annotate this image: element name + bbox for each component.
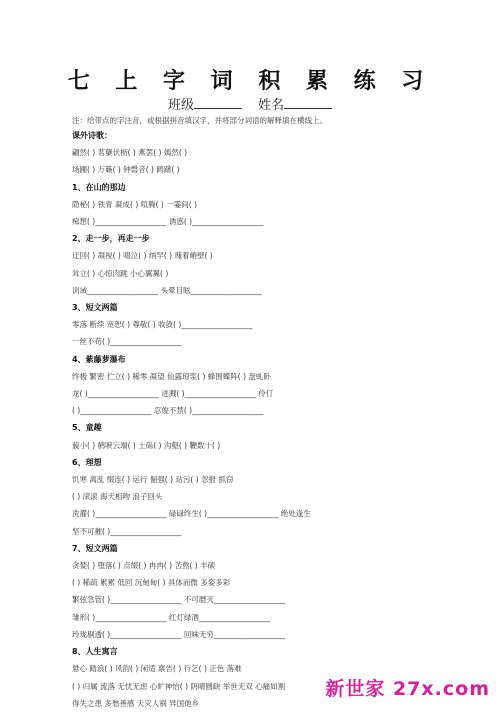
section-heading: 3、短文两篇 bbox=[72, 303, 118, 313]
exercise-line: 隐秘( ) 铁青 凝成( ) 喧腾( ) 一霎间( ) bbox=[72, 199, 197, 209]
exercise-line: 藐小( ) 鹤唳云端( ) 土砾( ) 沟壑( ) 鞭数十( ) bbox=[72, 440, 221, 450]
section-heading: 课外诗歌： bbox=[72, 131, 112, 140]
exercise-line: 雏形( )___________________ 红灯绿酒___________________ bbox=[72, 612, 271, 622]
section-heading: 1、在山的那边 bbox=[72, 182, 126, 192]
exercise-line: 得失之患 多愁善感 天灾人祸 异国他乡 bbox=[72, 698, 200, 708]
exercise-line: ( ) 滚滚 海天相吻 浪子回头 bbox=[72, 492, 163, 502]
exercise-line: 繁弦急管( )___________________ 不可磨灭___________________ bbox=[72, 595, 286, 605]
exercise-line: ( )___________________ 忍俊不禁( )___________________ bbox=[72, 406, 264, 416]
section-heading: 2、走一步，再走一步 bbox=[72, 234, 150, 244]
exercise-line: ( ) 稀疏 累累 低回 沉甸甸( ) 具体而微 多姿多彩 bbox=[72, 578, 231, 588]
exercise-line: 贪婪( ) 堕落( ) 点缀( ) 冉冉( ) 苦熬( ) 丰硕 bbox=[72, 561, 216, 571]
exercise-line: 训诫___________________ 头晕目眩___________________ bbox=[72, 285, 262, 295]
section-heading: 4、紫藤萝瀑布 bbox=[72, 354, 126, 364]
exercise-line: 玲珑剔透( )___________________ 回味无穷___________________ bbox=[72, 629, 286, 639]
exercise-line: 迂回( ) 凝视( ) 啜泣( ) 纳罕( ) 瑰着峭壁( ) bbox=[72, 251, 213, 261]
class-label: 班级 bbox=[167, 98, 194, 113]
instructions-note: 注：给带点的字注音，或根据拼音填汉字，并将部分词语的解释填在横线上。 bbox=[72, 116, 327, 125]
site-watermark: 新世家 27x.com bbox=[325, 678, 490, 700]
exercise-line: 龙( )___________________ 迸溅( )___________________ 伶仃 bbox=[72, 389, 274, 399]
section-heading: 7、短文两篇 bbox=[72, 543, 118, 553]
exercise-line: ( ) 归属 流落 无忧无虑 心旷神怡( ) 阴晴圆缺 举世无双 心痛如割 bbox=[72, 681, 286, 691]
exercise-line: 悬心 踏浪( ) 风韵( ) 闲适 禀告( ) 行乞( ) 正色 落难 bbox=[72, 664, 242, 674]
exercise-line: 一丝不苟( )___________________ bbox=[72, 337, 182, 347]
exercise-line: 洗濯( )___________________ 碌碌终生( )___________________ 绝处逢生 bbox=[72, 509, 311, 519]
exercise-line: 痴想( )___________________ 诱惑( )___________________ bbox=[72, 217, 264, 227]
section-heading: 8、人生寓言 bbox=[72, 647, 118, 657]
exercise-line: 翩然( ) 茗蘖伏枥( ) 燕罢( ) 嫣然( ) bbox=[72, 148, 188, 158]
exercise-line: 耸立( ) 心惊肉跳 小心翼翼( ) bbox=[72, 268, 169, 278]
exercise-line: 坚不可摧( )___________________ bbox=[72, 526, 182, 536]
worksheet-title: 七 上 字 词 积 累 练 习 bbox=[67, 68, 433, 94]
exercise-line: 零落 断续 宽恕( ) 尊敬( ) 收敛( )___________________ bbox=[72, 320, 253, 330]
exercise-line: 场圃( ) 万籁( ) 钟磬音( ) 踌躇( ) bbox=[72, 165, 180, 175]
name-label: 姓名 bbox=[258, 98, 285, 113]
name-blank bbox=[284, 96, 332, 109]
exercise-content bbox=[72, 127, 470, 712]
section-heading: 5、童趣 bbox=[72, 423, 102, 433]
class-blank bbox=[194, 96, 242, 109]
exercise-line: 终极 繁密 伫立( ) 稀零 凝望 仙露琼浆( ) 蜂围蝶阵( ) 盘虬卧 bbox=[72, 371, 271, 381]
class-name-row bbox=[0, 94, 500, 113]
exercise-line: 饥寒 离乱 缀连( ) 运行 倔强( ) 玷污( ) 忽报 抓窃 bbox=[72, 475, 234, 485]
section-heading: 6、理想 bbox=[72, 457, 102, 467]
